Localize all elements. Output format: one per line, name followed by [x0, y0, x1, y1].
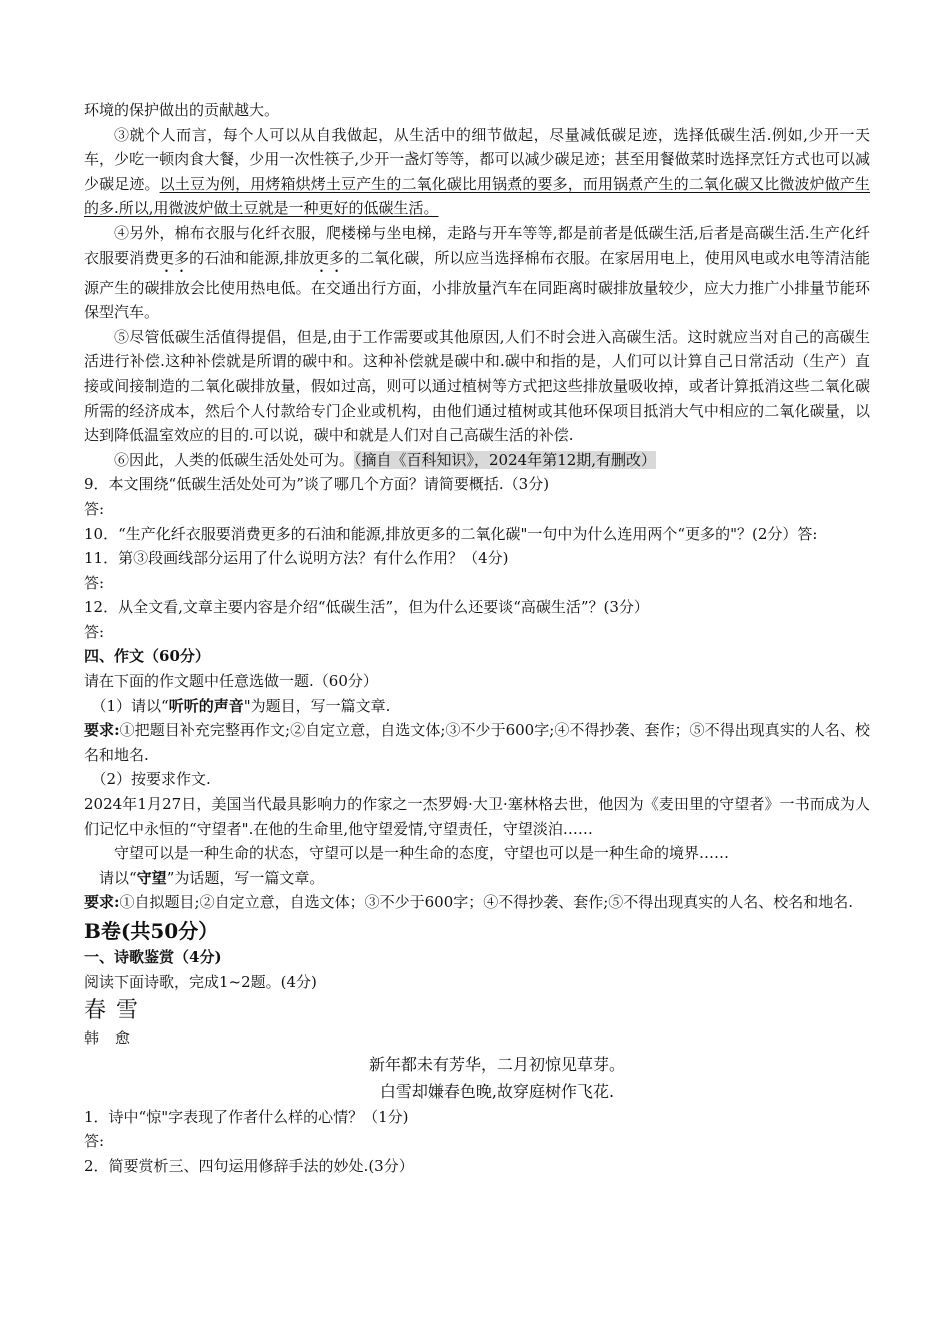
answer-line-poetry-1: 答:: [84, 1132, 105, 1151]
emphasis-word-1: 更多: [159, 248, 190, 267]
requirement-text-2: ①自拟题目;②自定立意，自选文体；③不少于600字；④不得抄袭、套作;⑤不得出现真实的人名、校名和地名.: [119, 893, 854, 912]
emphasis-word-2: 更多: [314, 248, 345, 267]
essay-intro: 请在下面的作文题中任意选做一题.（60分）: [84, 672, 378, 691]
paragraph-3-text: ③就个人而言，每个人可以从自我做起，从生活中的细节做起，尽量减低碳足迹，选择低碳生活.例如,少开一天车，少吃一顿肉食大餐，少用一次性筷子,少开一盏灯等等，都可以减少碳足迹；甚至用餐做菜时选择烹饪方式也可以减少碳足迹。: [84, 125, 870, 193]
topic-word: 守望: [136, 868, 167, 887]
article-paragraph-4: [84, 221, 870, 325]
paragraph-4-text-a: ④另外，棉布衣服与化纤衣服，爬楼梯与坐电梯，走路与开车等等,都是前者是低碳生活,后者是高碳生活.生产化纤衣服要消费: [84, 223, 870, 267]
question-9: 9．本文围绕“低碳生活处处可为”谈了哪几个方面？请简要概括.（3分): [84, 475, 550, 494]
essay-option-1: [84, 694, 870, 719]
option-1-suffix: "为题目，写一篇文章.: [243, 696, 391, 715]
article-paragraph-6: [84, 448, 870, 473]
option-1-title: 听听的声音: [168, 696, 244, 715]
answer-line-11: 答:: [84, 573, 105, 592]
poetry-question-1: 1．诗中“惊"字表现了作者什么样的心情？（1分): [84, 1107, 409, 1126]
underlined-sentence: 以土豆为例，用烤箱烘烤土豆产生的二氧化碳比用锅煮的要多，而用锅煮产生的二氧化碳又比微波炉做产生的多.所以,用微波炉做土豆就是一种更好的低碳生活。: [84, 174, 870, 218]
topic-prefix: 请以“: [99, 868, 137, 887]
poetry-question-2: 2．简要赏析三、四句运用修辞手法的妙处.(3分）: [84, 1156, 414, 1175]
section-b-heading: B卷(共50分）: [84, 919, 219, 943]
poem-line-1: 新年都未有芳华，二月初惊见草芽。: [368, 1054, 625, 1074]
paragraph-6-text: ⑥因此，人类的低碳生活处处可为。: [114, 450, 355, 469]
article-paragraph-tail: 环境的保护做出的贡献越大。: [84, 101, 280, 119]
requirement-label-2: 要求:: [84, 893, 120, 912]
topic-suffix: ”为话题，写一篇文章。: [166, 868, 325, 887]
answer-line-9: 答:: [84, 499, 105, 518]
poetry-heading: 一、诗歌鉴赏（4分): [84, 948, 222, 966]
essay-heading: 四、作文（60分）: [84, 647, 210, 666]
question-11: 11．第③段画线部分运用了什么说明方法？有什么作用？（4分): [84, 549, 509, 568]
poem-author: 韩愈: [84, 1029, 147, 1048]
exam-page: [84, 98, 870, 1179]
option-1-prefix: （1）请以“: [91, 696, 169, 715]
source-citation: （摘自《百科知识》，2024年第12期,有删改）: [354, 450, 657, 469]
poetry-intro: 阅读下面诗歌，完成1~2题。(4分): [84, 972, 317, 991]
answer-line-12: 答:: [84, 622, 105, 641]
essay-requirement-2: [84, 890, 870, 915]
essay-option-2: （2）按要求作文.: [91, 770, 211, 789]
essay-material: 2024年1月27日，美国当代最具影响力的作家之一杰罗姆·大卫·塞林格去世，他因为《麦田里的守望者》一书而成为人们记忆中永恒的“守望者".在他的生命里,他守望爱情,守望责任，守望淡泊……: [84, 795, 870, 838]
paragraph-4-text-c: 的二氧化碳，所以应当选择棉布衣服。在家居用电上，使用风电或水电等清洁能源产生的碳排放会比使用热电低。在交通出行方面，小排放量汽车在同距离时碳排放量较少，应大力推广小排量节能环保型汽车。: [84, 248, 870, 322]
question-10: 10．“生产化纤衣服要消费更多的石油和能源,排放更多的二氧化碳"一句中为什么连用两个“更多的"？(2分）答:: [84, 524, 818, 543]
essay-material-2: 守望可以是一种生命的状态，守望可以是一种生命的态度，守望也可以是一种生命的境界……: [114, 844, 730, 863]
requirement-label-1: 要求:: [84, 721, 120, 740]
poem-line-2: 白雪却嫌春色晚,故穿庭树作飞花.: [379, 1081, 615, 1101]
poem-title: 春雪: [84, 998, 149, 1024]
requirement-text-1: ①把题目补充完整再作文;②自定立意，自选文体;③不少于600字;④不得抄袭、套作；⑤不得出现真实的人名、校名和地名.: [84, 721, 870, 764]
article-paragraph-3: [84, 123, 870, 221]
article-paragraph-5: ⑤尽管低碳生活值得提倡，但是,由于工作需要或其他原因,人们不时会进入高碳生活。这时就应当对自己的高碳生活进行补偿.这种补偿就是所谓的碳中和。这种补偿就是碳中和.碳中和指的是，人们可以计算自己日常活动（生产）直接或间接制造的二氧化碳排放量，假如过高，则可以通过植树等方式把这些排放量吸收掉，或者计算抵消这些二氧化碳所需的经济成本，然后个人付款给专门企业或机构，由他们通过植树或其他环保项目抵消大气中相应的二氧化碳量，以达到降低温室效应的目的.可以说，碳中和就是人们对自己高碳生活的补偿.: [84, 327, 870, 445]
paragraph-4-text-b: 的石油和能源,排放: [189, 248, 315, 267]
question-12: 12．从全文看,文章主要内容是介绍“低碳生活”，但为什么还要谈“高碳生活”？(3分）: [84, 598, 649, 617]
essay-topic: [84, 866, 870, 891]
essay-requirement-1: [84, 718, 870, 767]
